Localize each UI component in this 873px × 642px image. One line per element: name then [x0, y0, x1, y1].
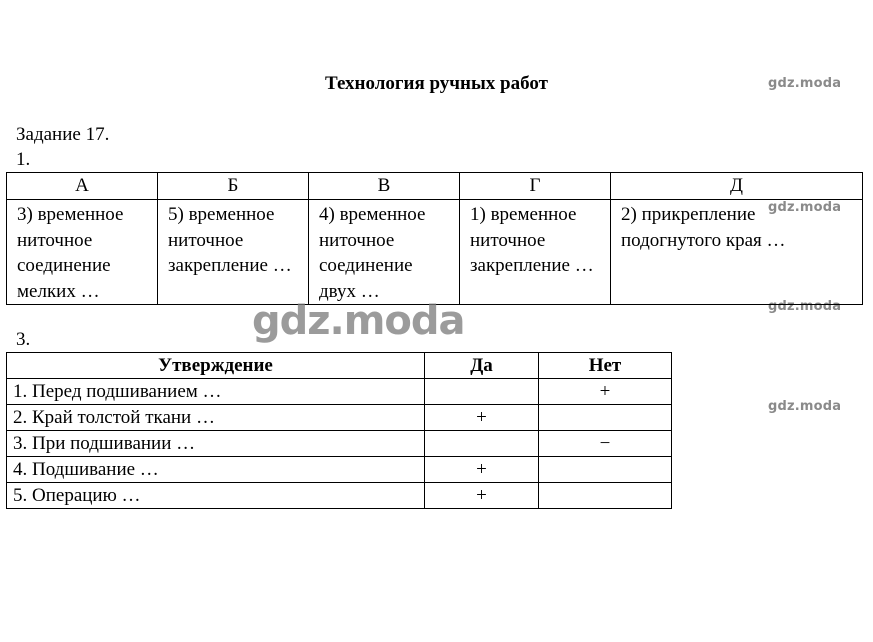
no-cell	[539, 457, 672, 483]
yes-cell: +	[425, 405, 539, 431]
table-cell: 4) временное ниточное соединение двух …	[309, 200, 460, 305]
table-cell: 3) временное ниточное соединение мелких …	[7, 200, 158, 305]
table-header-row	[7, 353, 672, 379]
column-header: Утверждение	[7, 353, 425, 379]
no-cell	[539, 405, 672, 431]
statement-cell: 4. Подшивание …	[7, 457, 425, 483]
column-header: А	[7, 173, 158, 200]
column-header: Г	[460, 173, 611, 200]
section-3-label: 3.	[16, 329, 31, 350]
yes-cell: +	[425, 457, 539, 483]
section-1-label: 1.	[16, 149, 31, 170]
table-cell: 5) временное ниточное закрепление …	[158, 200, 309, 305]
watermark: gdz.moda	[768, 200, 842, 215]
table-cell: 2) прикрепление подогнутого края …	[611, 200, 863, 305]
statement-cell: 5. Операцию …	[7, 483, 425, 509]
table-row	[7, 457, 672, 483]
column-header: Нет	[539, 353, 672, 379]
page-title: Технология ручных работ	[325, 73, 548, 94]
yes-cell	[425, 431, 539, 457]
yes-cell	[425, 379, 539, 405]
no-cell: +	[539, 379, 672, 405]
table-cell: 1) временное ниточное закрепление …	[460, 200, 611, 305]
statement-cell: 2. Край толстой ткани …	[7, 405, 425, 431]
statement-cell: 3. При подшивании …	[7, 431, 425, 457]
watermark: gdz.moda	[768, 76, 842, 91]
table-row	[7, 379, 672, 405]
task-label: Задание 17.	[16, 124, 110, 145]
table-header-row	[7, 173, 863, 200]
table-row	[7, 431, 672, 457]
statement-table	[6, 352, 672, 509]
watermark: gdz.moda	[768, 299, 842, 314]
watermark: gdz.moda	[768, 399, 842, 414]
column-header: В	[309, 173, 460, 200]
statement-cell: 1. Перед подшиванием …	[7, 379, 425, 405]
column-header: Д	[611, 173, 863, 200]
yes-cell: +	[425, 483, 539, 509]
table-row	[7, 200, 863, 305]
table-row	[7, 483, 672, 509]
table-row	[7, 405, 672, 431]
no-cell: −	[539, 431, 672, 457]
watermark-large: gdz.moda	[252, 298, 465, 344]
matching-table	[6, 172, 863, 305]
no-cell	[539, 483, 672, 509]
column-header: Да	[425, 353, 539, 379]
column-header: Б	[158, 173, 309, 200]
